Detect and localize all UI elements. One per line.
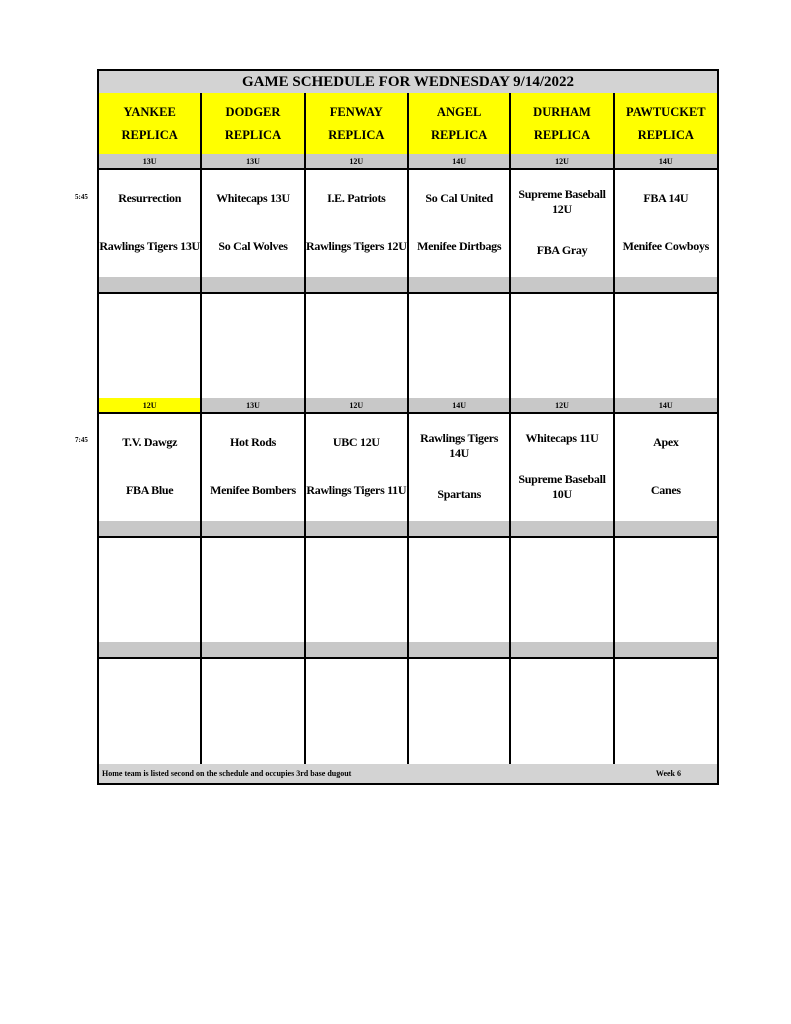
home-team: Supreme Baseball 10U (518, 472, 606, 501)
field-header (202, 93, 305, 154)
away-team: Hot Rods (230, 434, 276, 449)
slot-time-2: 7:45 (75, 436, 88, 444)
division-label: 14U (409, 154, 511, 168)
schedule-title: GAME SCHEDULE FOR WEDNESDAY 9/14/2022 (99, 71, 717, 95)
footer-bar (99, 764, 717, 783)
away-team: T.V. Dawgz (122, 434, 178, 449)
division-label: 12U (511, 398, 614, 412)
games-row (99, 412, 717, 523)
empty-slot-row (99, 292, 717, 400)
away-team: So Cal United (425, 190, 493, 205)
field-name: DURHAM (533, 104, 591, 119)
home-team: FBA Gray (536, 243, 588, 257)
field-sub: REPLICA (637, 127, 694, 142)
home-team: Menifee Bombers (210, 483, 296, 498)
field-header (99, 93, 202, 154)
field-sub: REPLICA (533, 127, 591, 142)
empty-slot-row (99, 657, 717, 766)
away-team: Resurrection (118, 190, 182, 205)
field-sub: REPLICA (224, 127, 282, 142)
division-label: 12U (99, 398, 202, 412)
field-header-row (99, 93, 717, 156)
slot-time-1: 5:45 (75, 193, 88, 201)
game-cell (202, 412, 305, 521)
empty-slot-row (99, 536, 717, 644)
division-label: 14U (658, 400, 673, 410)
game-cell (202, 168, 305, 277)
home-team: Spartans (437, 487, 481, 501)
away-team: FBA 14U (643, 190, 689, 205)
game-cell (306, 168, 409, 277)
home-team: So Cal Wolves (218, 239, 288, 254)
away-team: Rawlings Tigers 14U (420, 431, 499, 460)
field-name: ANGEL (436, 104, 482, 119)
home-team: FBA Blue (126, 483, 174, 498)
field-header (615, 93, 717, 154)
field-header (306, 93, 409, 154)
field-sub: REPLICA (431, 127, 488, 142)
division-label: 12U (511, 154, 614, 168)
division-label: 14U (658, 156, 673, 166)
games-row (99, 168, 717, 279)
field-name: PAWTUCKET (626, 104, 706, 119)
game-cell (615, 168, 717, 277)
division-label: 13U (202, 398, 305, 412)
field-sub: REPLICA (121, 127, 178, 142)
division-label: 13U (99, 154, 202, 168)
field-name: YANKEE (123, 104, 176, 119)
game-cell (511, 168, 614, 277)
field-sub: REPLICA (328, 127, 385, 142)
week-label: Week 6 (655, 769, 681, 778)
schedule-table (97, 69, 719, 785)
game-cell (99, 412, 202, 521)
home-team: Menifee Dirtbags (417, 239, 502, 254)
away-team: Apex (653, 434, 679, 449)
footer-note: Home team is listed second on the schedule and occupies 3rd base dugout (102, 769, 352, 778)
home-team: Rawlings Tigers 12U (306, 239, 407, 254)
division-label: 13U (202, 154, 305, 168)
game-cell (409, 168, 511, 277)
division-label: 12U (306, 398, 409, 412)
game-cell (99, 168, 202, 277)
game-cell (409, 412, 511, 521)
field-name: DODGER (225, 104, 281, 119)
away-team: Supreme Baseball 12U (518, 187, 606, 216)
away-team: I.E. Patriots (327, 190, 386, 205)
field-name: FENWAY (329, 104, 383, 119)
field-header (409, 93, 511, 154)
home-team: Menifee Cowboys (622, 239, 710, 254)
field-header (511, 93, 614, 154)
division-label: 14U (409, 398, 511, 412)
away-team: Whitecaps 13U (216, 190, 290, 205)
game-cell (306, 412, 409, 521)
home-team: Rawlings Tigers 13U (99, 239, 200, 254)
home-team: Canes (650, 483, 681, 498)
division-label: 12U (306, 154, 409, 168)
game-cell (615, 412, 717, 521)
away-team: UBC 12U (332, 434, 380, 449)
away-team: Whitecaps 11U (525, 431, 599, 445)
home-team: Rawlings Tigers 11U (306, 483, 407, 498)
game-cell (511, 412, 614, 521)
